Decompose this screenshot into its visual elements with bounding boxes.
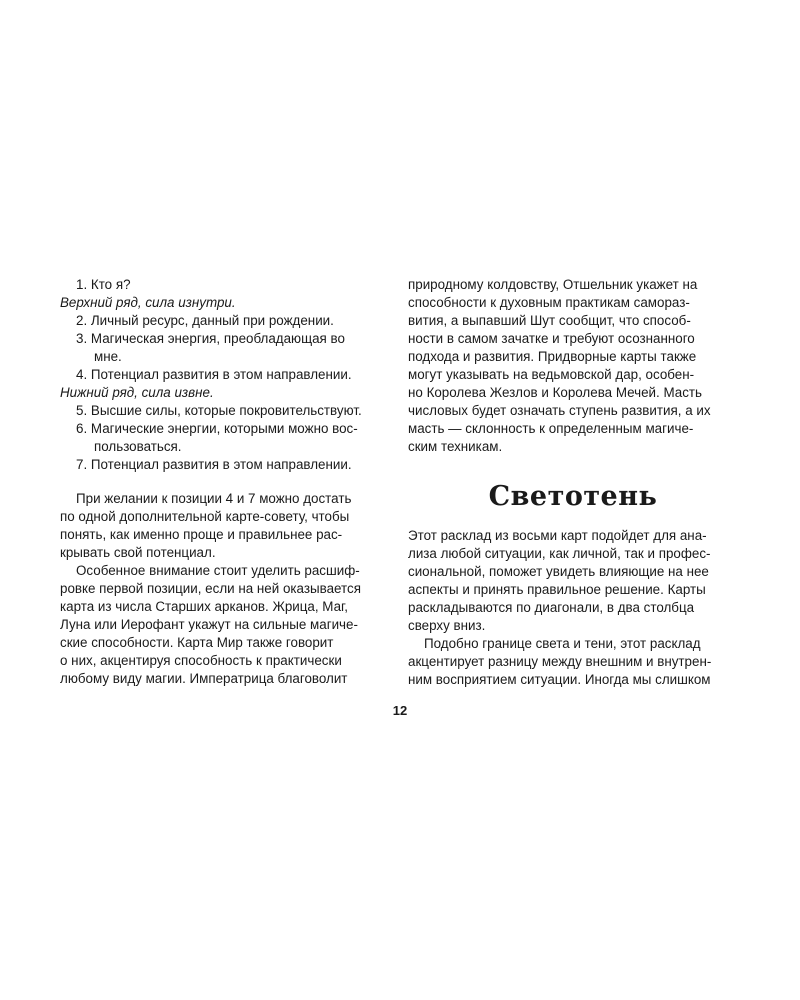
- section-heading: Светотень: [488, 481, 658, 512]
- text-line: числовых будет означать ступень развития, а их: [408, 403, 711, 418]
- list-item: 1. Кто я?: [76, 277, 131, 292]
- text-line: способности к духовным практикам самораз-: [408, 295, 690, 310]
- text-line: подхода и развития. Придворные карты также: [408, 349, 697, 364]
- text-line: сверху вниз.: [408, 618, 486, 633]
- text-line: Особенное внимание стоит уделить расшиф-: [76, 563, 360, 578]
- text-line: но Королева Жезлов и Королева Мечей. Масть: [408, 385, 703, 400]
- text-line: понять, как именно проще и правильнее рас-: [60, 527, 343, 542]
- text-line: акцентирует разницу между внешним и внутрен-: [408, 654, 712, 669]
- text-line: ним восприятием ситуации. Иногда мы слишком: [408, 672, 711, 687]
- list-item-continuation: пользоваться.: [94, 439, 182, 454]
- text-line: Этот расклад из восьми карт подойдет для ана-: [408, 528, 707, 543]
- list-item: 2. Личный ресурс, данный при рождении.: [76, 313, 334, 328]
- right-column: [408, 276, 738, 689]
- upper-row-caption: Верхний ряд, сила изнутри.: [60, 295, 236, 310]
- text-line: ские способности. Карта Мир также говорит: [60, 635, 334, 650]
- list-item: 3. Магическая энергия, преобладающая во: [76, 331, 345, 346]
- text-line: любому виду магии. Императрица благоволит: [60, 671, 348, 686]
- text-line: ровке первой позиции, если на ней оказывается: [60, 581, 361, 596]
- text-line: о них, акцентируя способность к практически: [60, 653, 342, 668]
- text-line: раскладываются по диагонали, в два столбца: [408, 600, 695, 615]
- paragraph: [408, 635, 738, 689]
- text-line: аспекты и принять правильное решение. Карты: [408, 582, 706, 597]
- left-column: [60, 276, 390, 688]
- list-item: 5. Высшие силы, которые покровительствуют.: [76, 403, 362, 418]
- text-line: ности в самом зачатке и требуют осознанного: [408, 331, 695, 346]
- text-line: по одной дополнительной карте-совету, чтобы: [60, 509, 350, 524]
- text-line: ским техникам.: [408, 439, 503, 454]
- text-line: Луна или Иерофант укажут на сильные магиче-: [60, 617, 358, 632]
- text-line: лиза любой ситуации, как личной, так и профес-: [408, 546, 711, 561]
- paragraph: [60, 562, 390, 688]
- text-line: масть — склонность к определенным магиче-: [408, 421, 694, 436]
- text-line: вития, а выпавший Шут сообщит, что способ-: [408, 313, 691, 328]
- text-line: природному колдовству, Отшельник укажет на: [408, 277, 698, 292]
- page-number: 12: [392, 703, 408, 718]
- text-line: При желании к позиции 4 и 7 можно достать: [76, 491, 352, 506]
- paragraph: [408, 527, 738, 635]
- text-line: карта из числа Старших арканов. Жрица, Маг,: [60, 599, 349, 614]
- text-line: сиональной, поможет увидеть влияющие на нее: [408, 564, 709, 579]
- text-line: Подобно границе света и тени, этот расклад: [424, 636, 701, 651]
- list-item-continuation: мне.: [94, 349, 122, 364]
- list-item: 7. Потенциал развития в этом направлении.: [76, 457, 352, 472]
- paragraph: [60, 490, 390, 562]
- lower-row-caption: Нижний ряд, сила извне.: [60, 385, 214, 400]
- text-line: могут указывать на ведьмовской дар, особен-: [408, 367, 695, 382]
- list-item: 6. Магические энергии, которыми можно вос-: [76, 421, 358, 436]
- list-item: 4. Потенциал развития в этом направлении.: [76, 367, 352, 382]
- paragraph: [408, 276, 738, 456]
- text-line: крывать свой потенциал.: [60, 545, 216, 560]
